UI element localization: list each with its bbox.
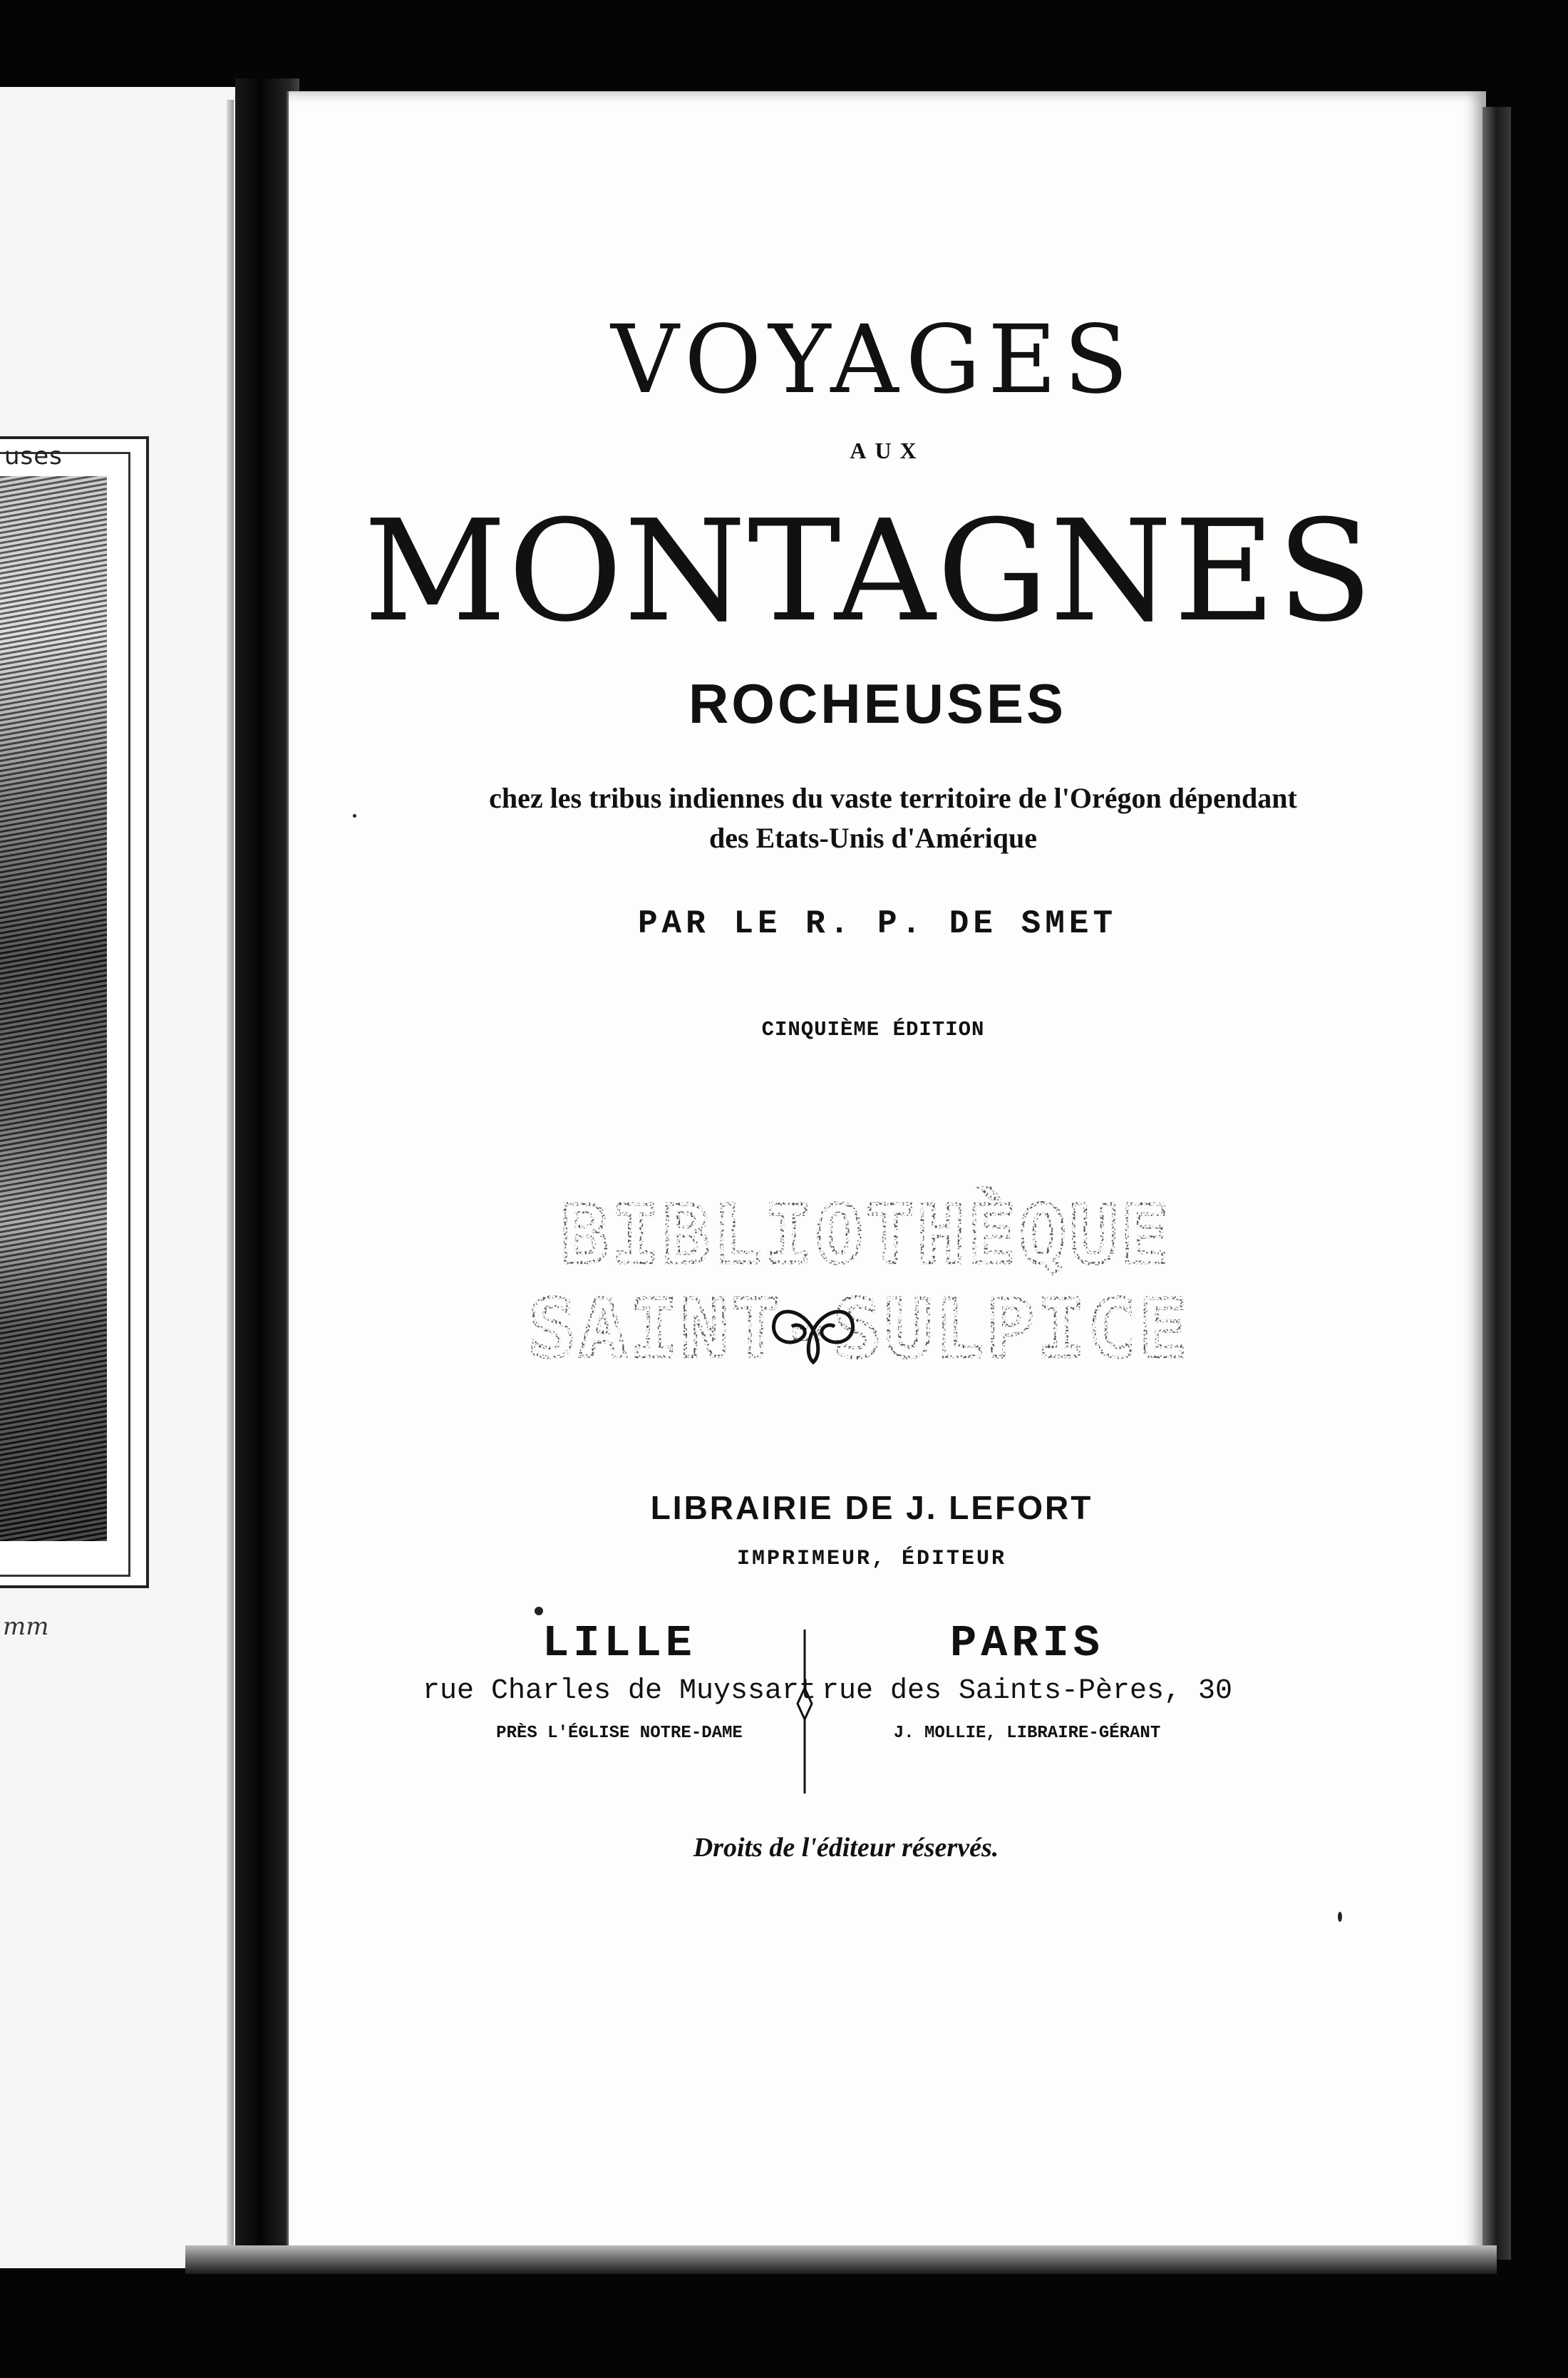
address-note: PRÈS L'ÉGLISE NOTRE-DAME [496, 1724, 743, 1743]
description-line-2: des Etats-Unis d'Amérique [708, 822, 1038, 854]
main-title: MONTAGNES [363, 490, 1374, 653]
edition-line: CINQUIÈME ÉDITION [761, 1018, 985, 1041]
left-page-edge [227, 100, 234, 2253]
frontispiece-engraving [0, 476, 107, 1541]
lille-address-block [391, 1618, 847, 1754]
stamp-ornament-icon [763, 1294, 863, 1366]
publisher-name: LIBRAIRIE DE J. LEFORT [650, 1489, 1093, 1526]
address-note: J. MOLLIE, LIBRAIRE-GÉRANT [893, 1724, 1161, 1743]
frontispiece-caption: uses [4, 442, 63, 470]
rights-notice: Droits de l'éditeur réservés. [693, 1833, 999, 1863]
book-title: VOYAGES [611, 305, 1135, 415]
street-address: rue des Saints-Pères, 30 [821, 1675, 1233, 1707]
ink-speck [535, 1607, 543, 1615]
subtitle: ROCHEUSES [688, 672, 1067, 735]
street-address: rue Charles de Muyssart [422, 1675, 817, 1707]
description-line-1: chez les tribus indiennes du vaste territoire de l'Orégon dépendant [489, 782, 1297, 814]
publisher-role: IMPRIMEUR, ÉDITEUR [736, 1547, 1007, 1571]
title-page [287, 91, 1486, 2258]
library-stamp-line-1: BIBLIOTHÈQUE [560, 1189, 1172, 1282]
page-stack-right-edge [1482, 107, 1511, 2260]
ink-speck [353, 814, 356, 818]
city-name: PARIS [949, 1618, 1105, 1669]
page-stack-bottom-edge [185, 2245, 1497, 2274]
city-name: LILLE [542, 1618, 697, 1669]
paris-address-block [799, 1618, 1255, 1754]
frontispiece-signature: mm [3, 1612, 49, 1641]
title-connector: AUX [850, 438, 925, 463]
library-stamp-line-2: SAINT-SULPICE [527, 1283, 1190, 1376]
author-line: PAR LE R. P. DE SMET [637, 905, 1118, 942]
ink-speck [1338, 1912, 1342, 1922]
